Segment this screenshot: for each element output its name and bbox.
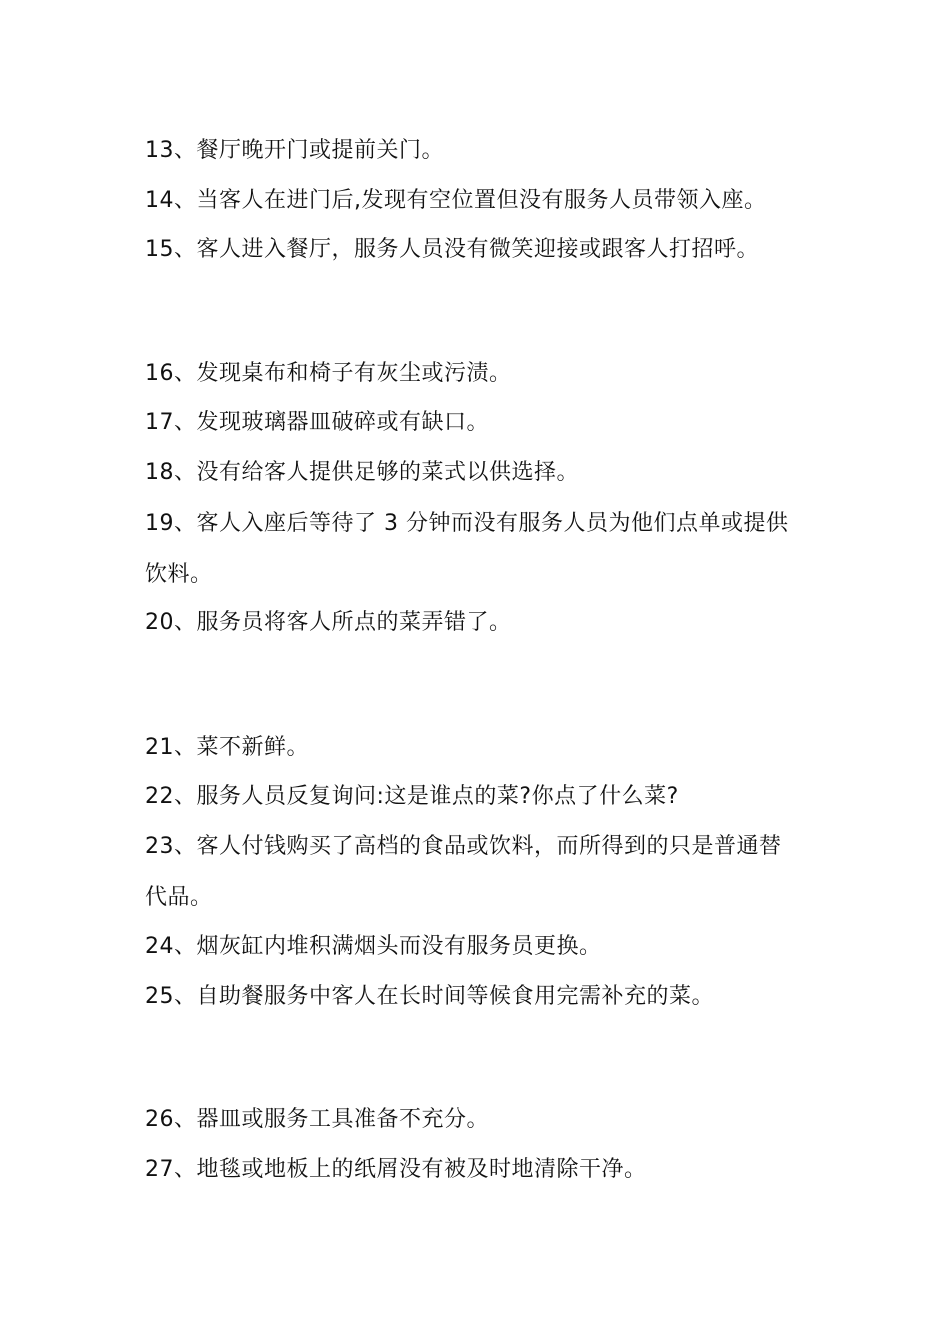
list-item-15: 15、客人进入餐厅，服务人员没有微笑迎接或跟客人打招呼。 — [145, 237, 759, 262]
list-item-19: 19、客人入座后等待了 3 分钟而没有服务人员为他们点单或提供 — [145, 511, 789, 536]
list-item-17: 17、发现玻璃器皿破碎或有缺口。 — [145, 410, 489, 435]
list-item-23-continuation: 代品。 — [145, 885, 213, 910]
list-item-24: 24、烟灰缸内堆积满烟头而没有服务员更换。 — [145, 934, 602, 959]
list-item-14: 14、当客人在进门后,发现有空位置但没有服务人员带领入座。 — [145, 188, 767, 213]
list-item-22: 22、服务人员反复询问:这是谁点的菜?你点了什么菜? — [145, 784, 679, 809]
list-item-13: 13、餐厅晚开门或提前关门。 — [145, 138, 444, 163]
list-item-25: 25、自助餐服务中客人在长时间等候食用完需补充的菜。 — [145, 984, 714, 1009]
list-item-21: 21、菜不新鲜。 — [145, 735, 309, 760]
list-item-18: 18、没有给客人提供足够的菜式以供选择。 — [145, 460, 579, 485]
list-item-20: 20、服务员将客人所点的菜弄错了。 — [145, 610, 512, 635]
list-item-26: 26、器皿或服务工具准备不充分。 — [145, 1107, 489, 1132]
list-item-27: 27、地毯或地板上的纸屑没有被及时地清除干净。 — [145, 1157, 647, 1182]
list-item-23: 23、客人付钱购买了高档的食品或饮料，而所得到的只是普通替 — [145, 834, 782, 859]
list-item-16: 16、发现桌布和椅子有灰尘或污渍。 — [145, 361, 512, 386]
list-item-19-continuation: 饮料。 — [145, 562, 213, 587]
